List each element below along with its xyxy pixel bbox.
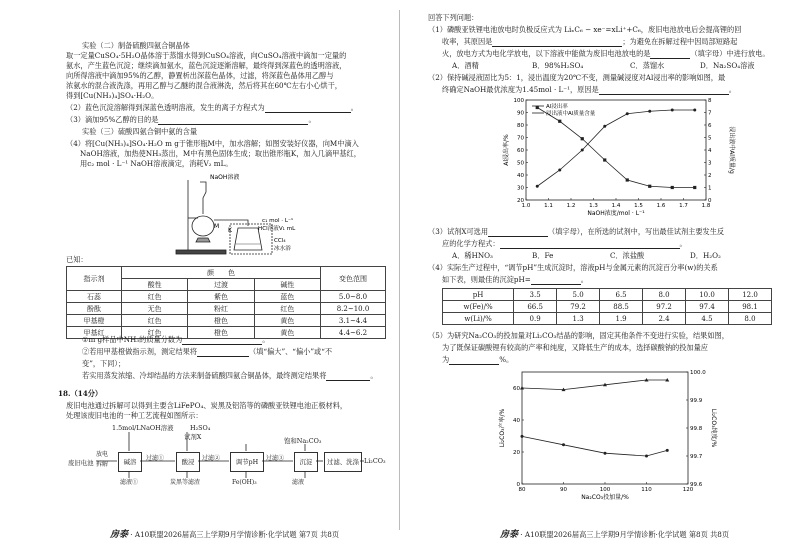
x-tick-label: 1.3 [589, 203, 598, 209]
legend-entry: Al浸出率 [546, 104, 568, 110]
flow-box-ph: 调节pH [230, 452, 264, 472]
exp2-title: 实验（二）制备硫酸四氨合铜晶体 [82, 41, 190, 50]
y-left-tick-label: 60 [513, 386, 520, 392]
r-q2-line1: （2）保持碱浸液固比为5：1，浸出温度为20℃不变，测量碱浸度对Al浸出率的影响如图，最 [428, 73, 726, 82]
table-cell: 98.1 [728, 301, 771, 313]
r-q1-text3: 火，放电方式为电化学放电，以下溶液中能做为废旧电池放电的是 [442, 49, 651, 58]
flow-arrows [60, 428, 370, 478]
question-18-title: 18.（14分） [58, 389, 103, 398]
data-point [558, 120, 561, 123]
data-point [581, 149, 584, 152]
x-tick-label: 1.8 [701, 203, 711, 209]
flask-m [192, 216, 214, 236]
y-right-tick-label: 5 [708, 135, 712, 142]
table-cell: 酚酞 [67, 303, 122, 315]
table-cell: 蓝色 [254, 291, 320, 303]
table-cell: 甲基红 [67, 327, 122, 339]
table-cell: 66.5 [514, 301, 557, 313]
table-row [443, 301, 772, 313]
r-q1-opt-a: A．酒精 [452, 61, 479, 70]
r-q1-opt-c: C．蒸馏水 [630, 61, 665, 70]
label-ccl4: CCl₄ [274, 238, 286, 244]
table-cell: 黄色 [254, 327, 320, 339]
flow-naoh: 1.5mol/LNaOH溶液 [112, 424, 174, 432]
data-point [666, 449, 669, 452]
r-q3-opt-c: C．浓盐酸 [610, 251, 645, 260]
table-cell: 1.9 [600, 313, 643, 325]
answer-blank[interactable] [326, 372, 370, 381]
stand-base [176, 250, 226, 254]
dropping-funnel [200, 182, 206, 200]
r-q1-text: 收率，其原因是 [442, 37, 493, 46]
r-q2-line2: 终确定NaOH最优浓度为1.45mol · L⁻¹，原因是 。 [442, 85, 736, 94]
x-tick-label: 1.4 [611, 203, 621, 209]
table-cell: 0.9 [514, 313, 557, 325]
y-right-tick-label: 3 [708, 160, 712, 167]
th-indicator: 指示剂 [67, 267, 122, 291]
answer-blank[interactable] [500, 240, 680, 249]
x-tick-label: 1.7 [679, 203, 688, 209]
legend-entry: 浸出液中Al质量含量 [546, 111, 596, 117]
q4-sub2-hint: （填“偏大”、“偏小”或“不 [249, 347, 333, 356]
q4-sub3: 若实用蒸发浓缩、冷却结晶的方法来制备硫酸四氨合铜晶体，最终测定结果将 。 [82, 371, 378, 380]
y-right-tick-label: 99.8 [690, 426, 703, 432]
flow-filter1: 过滤① [146, 455, 165, 462]
flow-na2co3: 饱和Na₂CO₃ [284, 437, 322, 445]
x-tick-label: 80 [518, 487, 526, 493]
flow-product: Li₂CO₃ [364, 457, 386, 465]
table-cell: 2.4 [643, 313, 686, 325]
th-acid: 酸性 [122, 279, 188, 291]
table-cell: 红色 [254, 303, 320, 315]
q18-line1: 废旧电池通过拆解可以得到主要含LiFePO₄、炭黑及铝箔等的磷酸亚铁锂电池正极材料， [66, 401, 348, 410]
table-cell: 88.5 [600, 301, 643, 313]
x-tick-label: 1.1 [544, 203, 553, 209]
x-tick-label: 1.0 [521, 203, 531, 209]
y-right-tick-label: 6 [708, 123, 712, 129]
th-trans: 过渡 [188, 279, 254, 291]
table-cell: 97.4 [686, 301, 729, 313]
r-q3-opt-a: A．稀HNO₃ [452, 251, 493, 260]
q4-sub3-text: 若实用蒸发浓缩、冷却结晶的方法来制备硫酸四氨合铜晶体，最终测定结果将 [82, 371, 327, 380]
x-tick-label: 100 [599, 487, 611, 493]
flow-box-acid: 酸浸 [176, 452, 200, 472]
table-cell: 8.2~10.0 [321, 303, 386, 315]
r-q3-text3: 应的化学方程式： [442, 239, 500, 248]
publisher-logo: 房泰 [500, 530, 519, 540]
table-cell: 3.1~4.4 [321, 315, 386, 327]
data-point [693, 186, 696, 189]
r-q3-text: （3）试剂X可选用 [428, 227, 489, 236]
label-k: K [228, 227, 232, 234]
table-cell: 10.0 [686, 289, 729, 301]
q4-sub1: ①m g样品中NH₃的质量分数为 。 [82, 335, 270, 344]
footer-text: A10联盟2026届高三上学期9月学情诊断·化学试题 第8页 共8页 [524, 530, 730, 539]
flow-box-filter4: 过滤、洗涤 [324, 452, 362, 472]
y-left-tick-label: 70 [517, 135, 524, 142]
y-left-tick-label: 30 [517, 185, 524, 192]
answer-blank[interactable] [182, 336, 262, 345]
y-left-tick-label: 90 [517, 110, 524, 117]
series-line [522, 436, 667, 456]
table-cell: 无色 [122, 303, 188, 315]
y-right-tick-label: 8 [708, 98, 712, 104]
burner [196, 238, 210, 242]
flow-reagent-x: 试剂X [184, 433, 202, 441]
exp2-line3: 向所得溶液中滴加95%的乙醇，静置析出深蓝色晶体，过滤，将深蓝色晶体用乙醇与 [66, 71, 334, 80]
answer-blank[interactable] [599, 86, 729, 95]
question-3: （3）滴加95%乙醇的目的是 。 [66, 115, 316, 124]
y-left-tick-label: 100 [513, 98, 524, 104]
y-right-tick-label: 7 [708, 110, 712, 117]
answer-blank[interactable] [158, 116, 308, 125]
table-cell: 粉红 [188, 303, 254, 315]
label-naoh: NaOH溶液 [210, 174, 240, 181]
r-q3-line2: 应的化学方程式： 。 [442, 239, 687, 248]
y-left-tick-label: 50 [517, 160, 524, 167]
data-point [604, 452, 607, 455]
r-q3-text2: （填字母），在所选的试剂中，写出最佳试剂主要发生反 [548, 227, 725, 236]
known-label: 已知： [66, 255, 88, 264]
r-q1-opt-d: D．Na₂SO₄溶液 [700, 61, 755, 70]
table-cell: 97.2 [643, 301, 686, 313]
y-left-axis-label: Li₂CO₃产率/% [499, 408, 506, 448]
r-q1-text4: （填字母）中进行放电。 [690, 49, 770, 58]
footer-page7: 房泰 · A10联盟2026届高三上学期9月学情诊断·化学试题 第7页 共8页 [110, 530, 340, 540]
exp2-line2: 氨水，产生蓝色沉淀；继续滴加氨水，蓝色沉淀逐渐溶解，最终得到深蓝色的透明溶液， [66, 61, 347, 70]
x-tick-label: 1.2 [566, 203, 576, 209]
answer-blank[interactable] [488, 228, 548, 237]
r-q1-line2 [442, 37, 737, 47]
r-q4-text: 如下表，则最佳的沉淀pH= [442, 275, 531, 284]
r-q1-opt-b: B．98%H₂SO₄ [532, 61, 584, 70]
x-tick-label: 1.6 [656, 203, 666, 209]
y-right-tick-label: 2 [708, 173, 712, 179]
q4-sub2-cont: 变”，下同）； [82, 359, 126, 368]
question-2-text: （2）蓝色沉淀溶解得到深蓝色透明溶液，发生的离子方程式为 [66, 103, 265, 112]
table-row [67, 303, 386, 315]
ph-table [442, 288, 772, 325]
flow-residue3: Fe(OH)₃ [232, 479, 257, 486]
y-right-tick-label: 100.0 [690, 370, 706, 376]
flow-pre1: 放电 [96, 451, 109, 458]
r-q5-text2: %。 [499, 355, 514, 364]
question-4-line3: 用c₂ mol · L⁻¹ NaOH溶液滴定，消耗V₂ mL。 [80, 159, 233, 168]
table-cell: 4.4~6.2 [321, 327, 386, 339]
flow-residue4: 滤液 [292, 479, 305, 486]
exp2-line5: 得到[Cu(NH₃)₄]SO₄·H₂O。 [66, 91, 159, 100]
flow-residue1: 滤液① [120, 479, 139, 486]
r-q4-line1: （4）实际生产过程中，“调节pH”生成沉淀时，溶液pH与金属元素的沉淀百分率(w)的关系 [428, 263, 718, 272]
data-point [693, 109, 696, 112]
y-left-tick-label: 80 [517, 123, 524, 129]
y-right-tick-label: 0 [708, 198, 712, 204]
th-base: 碱性 [254, 279, 320, 291]
series-line [537, 108, 695, 188]
question-2: （2）蓝色沉淀溶解得到深蓝色透明溶液，发生的离子方程式为 。 [66, 103, 358, 112]
data-point [648, 185, 651, 188]
table-row [443, 289, 772, 301]
table-cell: 8.0 [643, 289, 686, 301]
table-cell: 6.5 [600, 289, 643, 301]
r-q5-line2: 为了既保证碳酸锂有较高的产率和纯度，又降低生产的成本，选择碳酸钠的投加量应 [442, 343, 708, 352]
q4-sub2-text: ②若用甲基橙做指示剂，测定结果将 [82, 347, 198, 356]
answer-blank[interactable] [492, 38, 622, 47]
table-cell: 3.5 [514, 289, 557, 301]
y-right-axis-label: Li₂CO₃纯度/% [710, 408, 717, 448]
flow-box-precip: 沉淀 [294, 452, 318, 472]
exp2-line1: 取一定量CuSO₄·5H₂O晶体溶于蒸馏水得到CuSO₄溶液，向CuSO₄溶液中滴加一定量的 [66, 51, 347, 60]
table-cell: 红色 [122, 291, 188, 303]
intro: 回答下列问题： [428, 13, 479, 22]
th-color: 颜 色 [122, 267, 321, 279]
y-right-axis-label: 浸出液中Al质量/g [728, 126, 735, 174]
table-cell: 79.2 [557, 301, 600, 313]
flow-h2so4: H₂SO₄ [190, 424, 211, 432]
x-tick-label: 110 [641, 487, 652, 493]
data-point [671, 186, 674, 189]
x-axis-label: NaOH浓度/mol · L⁻¹ [587, 210, 645, 217]
table-cell: 5.0 [557, 289, 600, 301]
r-q5-text: 为 [442, 355, 450, 364]
data-point [603, 125, 606, 128]
flow-waste: 废旧电池 [68, 459, 94, 467]
data-point [648, 110, 651, 113]
y-left-tick-label: 20 [517, 198, 524, 204]
exp2-line4: 浓氨水的混合液洗涤，再用乙醇与乙醚的混合液淋洗，然后将其在60℃左右小心烘干， [66, 81, 342, 90]
y-left-tick-label: 40 [513, 418, 520, 424]
y-left-axis-label: Al浸出率/% [503, 134, 510, 166]
x-tick-label: 120 [682, 487, 694, 493]
y-left-tick-label: 20 [513, 450, 520, 456]
y-left-tick-label: 40 [517, 173, 524, 179]
al-leaching-chart [500, 96, 740, 220]
table-cell: w(Fe)/% [443, 301, 514, 313]
question-4-line2: NaOH溶液，加热使NH₃蒸出，M中有黑色固体生成；取出锥形瓶K，加入几滴甲基红， [80, 149, 361, 158]
r-q3-line1 [428, 227, 724, 237]
data-point [581, 137, 584, 140]
r-q2-text: 终确定NaOH最优浓度为1.45mol · L⁻¹，原因是 [442, 85, 599, 94]
question-4-line1: （4）将[Cu(NH₃)₄]SO₄·H₂O m g于锥形瓶M中，加水溶解；如图安装好仪器，向M中滴入 [66, 139, 359, 148]
y-right-tick-label: 1 [708, 185, 712, 192]
table-cell: 橙色 [188, 327, 254, 339]
label-m: M [214, 223, 220, 230]
page-8 [400, 0, 800, 544]
li2co3-chart [496, 366, 726, 510]
y-right-tick-label: 4 [708, 148, 712, 154]
data-point [562, 443, 565, 446]
answer-blank[interactable] [449, 356, 499, 365]
answer-blank[interactable] [531, 276, 581, 285]
table-row [443, 313, 772, 325]
label-ice: 冰水浴 [274, 246, 291, 252]
q4-sub2 [82, 347, 332, 357]
th-range: 变色范围 [321, 267, 386, 291]
publisher-logo: 房泰 [110, 530, 129, 540]
table-cell: 红色 [122, 327, 188, 339]
table-cell: 8.0 [728, 313, 771, 325]
data-point [558, 169, 561, 172]
flow-filter2: 过滤② [202, 455, 221, 462]
r-q5-line3 [442, 355, 513, 365]
question-3-text: （3）滴加95%乙醇的目的是 [66, 115, 159, 124]
q18-line2: 处理该废旧电池的一种工艺流程如图所示： [66, 411, 203, 420]
answer-blank[interactable] [650, 50, 690, 59]
y-left-tick-label: 60 [517, 148, 524, 154]
label-conc: c₁ mol · L⁻¹ [262, 218, 294, 224]
table-cell: 红色 [122, 315, 188, 327]
data-point [671, 109, 674, 112]
apparatus-diagram [170, 170, 310, 258]
x-tick-label: 1.5 [634, 203, 643, 209]
table-row [67, 291, 386, 303]
table-cell: 紫色 [188, 291, 254, 303]
r-q5-line1: （5）为研究Na₂CO₃的投加量对Li₂CO₃结晶的影响，固定其他条件不变进行实验，结果如图， [428, 331, 729, 340]
table-cell: pH [443, 289, 514, 301]
r-q1-line3 [442, 49, 770, 59]
flow-residue2: 炭黑等滤渣 [170, 479, 201, 486]
table-cell: w(Li)/% [443, 313, 514, 325]
data-point [645, 455, 648, 458]
table-cell: 12.0 [728, 289, 771, 301]
x-tick-label: 90 [560, 487, 567, 493]
table-cell: 5.0~8.0 [321, 291, 386, 303]
footer-page8: 房泰 · A10联盟2026届高三上学期9月学情诊断·化学试题 第8页 共8页 [500, 530, 730, 540]
answer-blank[interactable] [265, 104, 351, 113]
data-point [603, 158, 606, 161]
table-row [67, 315, 386, 327]
r-q1-line1: （1）磷酸亚铁锂电池放电时负极反应式为 LiₓC₆ − xe⁻=xLi⁺+C₆，废旧电池放电后会提高锂的回 [428, 25, 742, 34]
table-cell: 甲基橙 [67, 315, 122, 327]
footer-text: A10联盟2026届高三上学期9月学情诊断·化学试题 第7页 共8页 [134, 530, 340, 539]
x-axis-label: Na₂CO₃投加量/% [581, 494, 629, 501]
r-q3-opt-d: D．H₂O₂ [690, 251, 721, 260]
q4-sub1-text: ①m g样品中NH₃的质量分数为 [82, 335, 183, 344]
flow-filter3: 过滤③ [266, 455, 285, 462]
table-cell: 4.5 [686, 313, 729, 325]
y-right-tick-label: 99.9 [690, 398, 703, 404]
flow-box-dissolve: 碱溶 [118, 452, 142, 472]
y-right-tick-label: 99.7 [690, 454, 703, 460]
exp3-title: 实验（三）硫酸四氨合铜中氨的含量 [82, 127, 198, 136]
y-left-tick-label: 0 [516, 482, 520, 488]
flow-pre2: 拆解 [96, 461, 109, 468]
data-point [626, 178, 629, 181]
r-q4-line2: 如下表，则最佳的沉淀pH= 。 [442, 275, 588, 284]
y-right-tick-label: 99.6 [690, 482, 703, 488]
r-q3-opt-b: B．Fe [532, 251, 554, 260]
r-q1-text2: ；为避免在拆解过程中因局部短路起 [622, 37, 738, 46]
table-cell: 1.3 [557, 313, 600, 325]
table-cell: 石蕊 [67, 291, 122, 303]
indicator-table [66, 266, 386, 339]
table-cell: 橙色 [188, 315, 254, 327]
data-point [536, 185, 539, 188]
data-point [521, 435, 524, 438]
table-cell: 黄色 [254, 315, 320, 327]
label-hcl: HCl溶液V₁ mL [258, 226, 296, 232]
data-point [626, 112, 629, 115]
answer-blank[interactable] [197, 348, 249, 357]
